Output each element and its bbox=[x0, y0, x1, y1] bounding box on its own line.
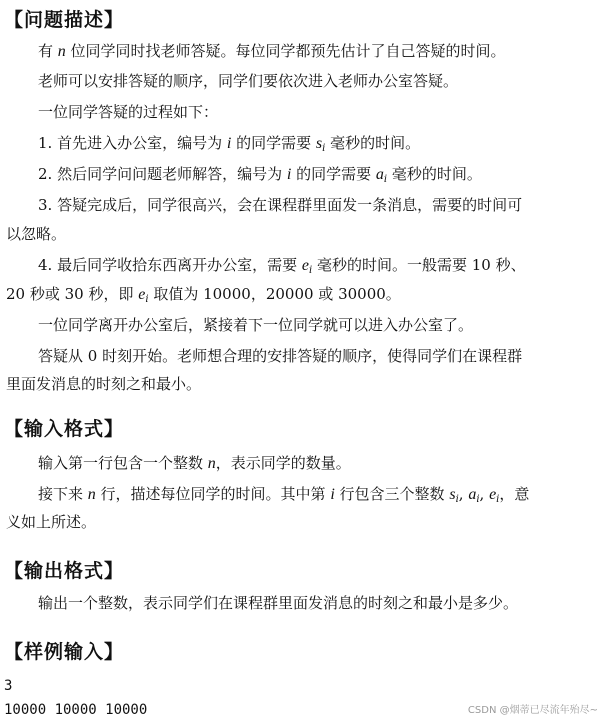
problem-paragraph-1: 有 n 位同学同时找老师答疑。每位同学都预先估计了自己答疑的时间。 bbox=[38, 42, 506, 60]
input-line-3: 义如上所述。 bbox=[6, 513, 97, 531]
problem-paragraph-5-line-1: 答疑从 0 时刻开始。老师想合理的安排答疑的顺序，使得同学们在课程群 bbox=[38, 347, 523, 365]
input-line-1: 输入第一行包含一个整数 n，表示同学的数量。 bbox=[38, 454, 351, 472]
step-4-line-2: 20 秒或 30 秒，即 $e_i$ 取值为 10000，20000 或 30000。 bbox=[6, 285, 401, 305]
step-3-line-2: 以忽略。 bbox=[6, 225, 67, 243]
step-4-line-1: 4. 最后同学收拾东西离开办公室，需要 $e_i$ 毫秒的时间。一般需要 10 秒、 bbox=[38, 256, 526, 276]
problem-paragraph-4: 一位同学离开办公室后，紧接着下一位同学就可以进入办公室了。 bbox=[38, 316, 474, 334]
input-format-heading: 【输入格式】 bbox=[4, 418, 125, 440]
sample-input-line-1: 3 bbox=[4, 678, 13, 694]
csdn-watermark: CSDN @烟蒂已尽流年殆尽~ bbox=[467, 705, 598, 716]
sample-input-line-2: 10000 10000 10000 bbox=[4, 702, 148, 718]
step-3-line-1: 3. 答疑完成后，同学很高兴，会在课程群里面发一条消息，需要的时间可 bbox=[38, 196, 523, 214]
problem-paragraph-2: 老师可以安排答疑的顺序，同学们要依次进入老师办公室答疑。 bbox=[38, 72, 459, 90]
output-line-1: 输出一个整数，表示同学们在课程群里面发消息的时刻之和最小是多少。 bbox=[38, 594, 519, 612]
output-format-heading: 【输出格式】 bbox=[4, 560, 125, 582]
input-line-2: 接下来 n 行，描述每位同学的时间。其中第 i 行包含三个整数 $s_i$, $a_i$, $e_i$，意 bbox=[38, 485, 530, 505]
sample-input-heading: 【样例输入】 bbox=[4, 641, 125, 663]
step-2: 2. 然后同学问问题老师解答，编号为 i 的同学需要 $a_i$ 毫秒的时间。 bbox=[38, 165, 482, 185]
problem-paragraph-3: 一位同学答疑的过程如下： bbox=[38, 103, 219, 121]
problem-paragraph-5-line-2: 里面发消息的时刻之和最小。 bbox=[6, 375, 202, 393]
step-1: 1. 首先进入办公室，编号为 i 的同学需要 $s_i$ 毫秒的时间。 bbox=[38, 134, 421, 154]
problem-description-heading: 【问题描述】 bbox=[4, 9, 125, 31]
